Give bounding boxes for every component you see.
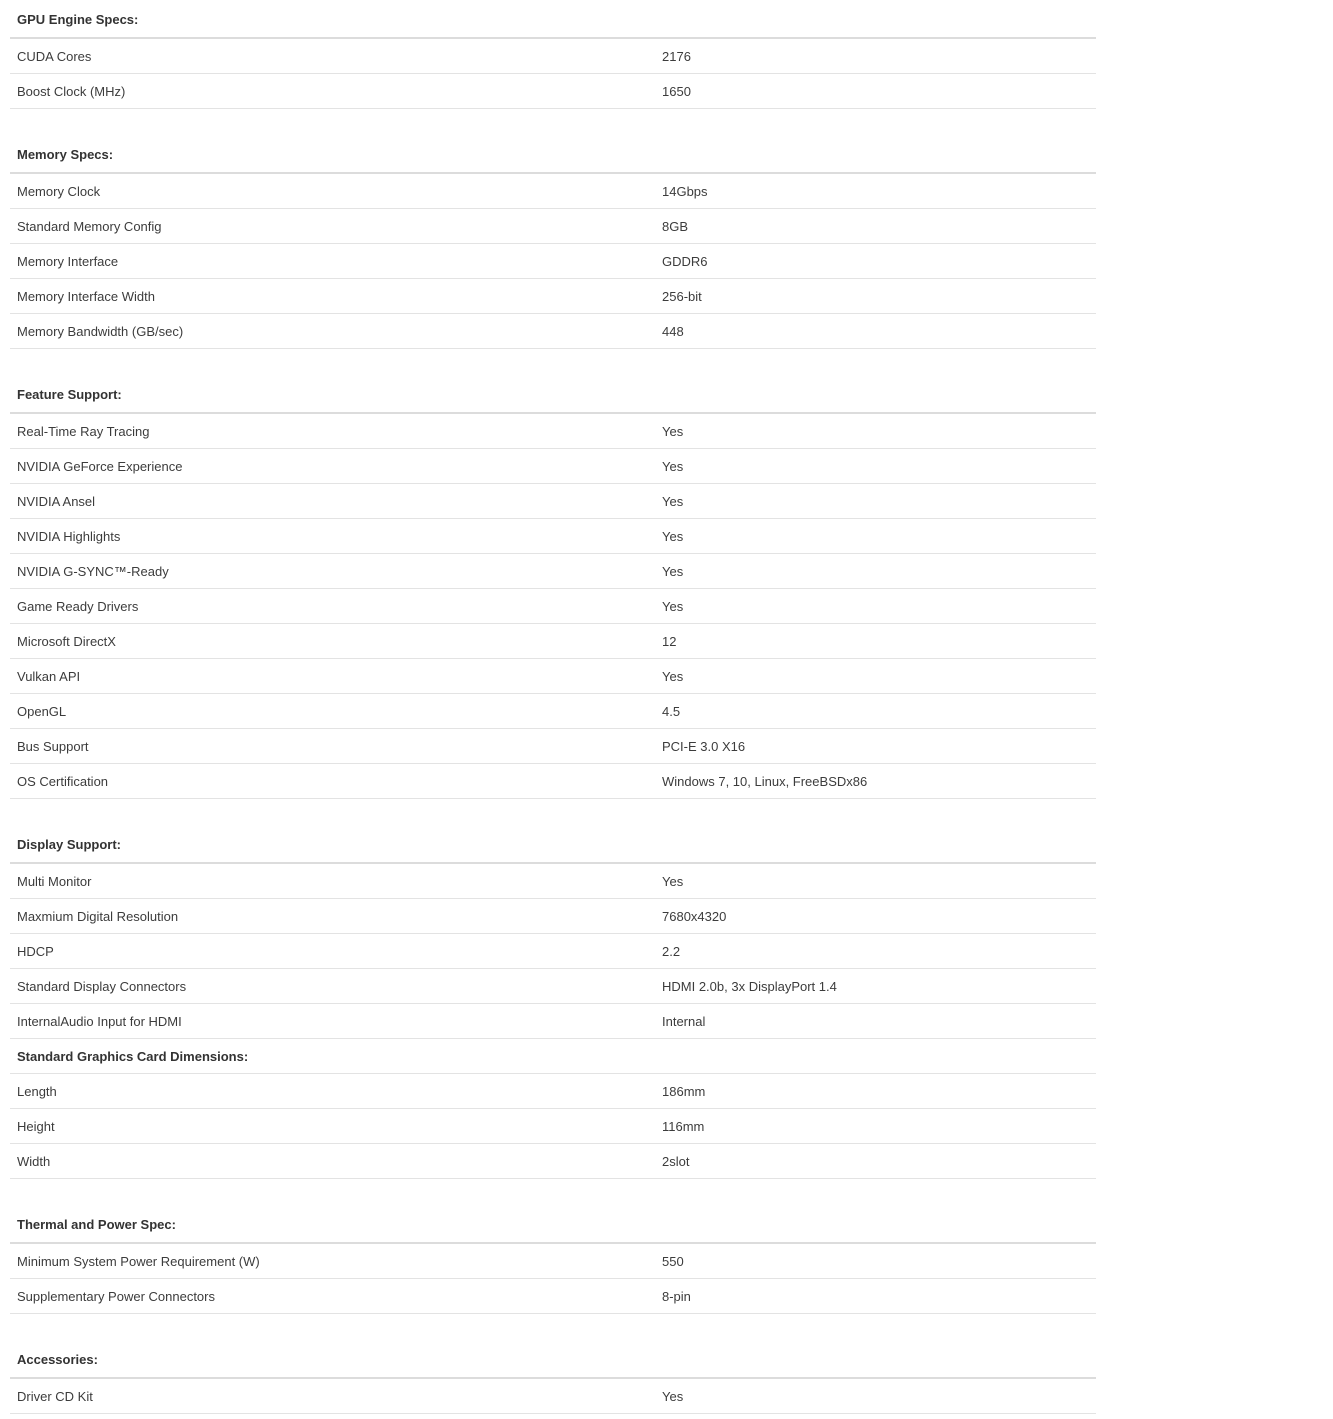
spec-section [10,1039,1096,1179]
spec-value: 550 [662,1254,684,1269]
spec-value: Yes [662,564,684,579]
spec-value: Yes [662,669,684,684]
spec-label: NVIDIA Ansel [17,494,96,509]
spec-row [10,1279,1096,1314]
spec-label: HDCP [17,944,54,959]
spec-label: NVIDIA G-SYNC™-Ready [17,564,169,579]
spec-value: 14Gbps [662,184,708,199]
spec-label: Width [17,1154,51,1169]
spec-row [10,729,1096,764]
spec-label: Minimum System Power Requirement (W) [17,1254,260,1269]
spec-row [10,764,1096,799]
spec-label: Real-Time Ray Tracing [17,424,150,439]
spec-label: Driver CD Kit [17,1389,93,1404]
spec-section [10,109,1096,349]
section-heading: Memory Specs: [10,135,1096,174]
spec-value: 2slot [662,1154,690,1169]
spec-label: Maxmium Digital Resolution [17,909,179,924]
spec-row [10,1074,1096,1109]
spec-value: Yes [662,1389,684,1404]
spec-value: 256-bit [662,289,702,304]
spec-value: 8-pin [662,1289,691,1304]
spec-section [10,1179,1096,1314]
spec-label: NVIDIA GeForce Experience [17,459,183,474]
spec-row [10,554,1096,589]
spec-row [10,969,1096,1004]
section-spacer [10,109,1096,135]
spec-value: 1650 [662,84,691,99]
spec-label: OS Certification [17,774,109,789]
spec-label: NVIDIA Highlights [17,529,121,544]
spec-row [10,934,1096,969]
spec-label: Standard Memory Config [17,219,162,234]
spec-label: Supplementary Power Connectors [17,1289,215,1304]
spec-row [10,414,1096,449]
spec-row [10,659,1096,694]
section-spacer [10,1179,1096,1205]
spec-value: 4.5 [662,704,681,719]
spec-row [10,74,1096,109]
spec-label: InternalAudio Input for HDMI [17,1014,182,1029]
spec-value: 12 [662,634,677,649]
spec-label: Game Ready Drivers [17,599,139,614]
spec-label: Multi Monitor [17,874,92,889]
spec-value: Yes [662,529,684,544]
spec-label: Memory Interface [17,254,119,269]
spec-label: Standard Display Connectors [17,979,187,994]
spec-label: OpenGL [17,704,67,719]
spec-label: Boost Clock (MHz) [17,84,126,99]
spec-row [10,279,1096,314]
spec-value: Internal [662,1014,706,1029]
spec-value: Yes [662,874,684,889]
spec-row [10,449,1096,484]
spec-row [10,174,1096,209]
spec-row [10,209,1096,244]
spec-label: Length [17,1084,57,1099]
spec-label: Memory Bandwidth (GB/sec) [17,324,184,339]
spec-label: Memory Clock [17,184,101,199]
spec-value: 8GB [662,219,689,234]
spec-row [10,864,1096,899]
spec-row [10,1004,1096,1039]
section-heading: GPU Engine Specs: [10,0,1096,39]
spec-label: Bus Support [17,739,89,754]
spec-row [10,314,1096,349]
spec-row [10,589,1096,624]
spec-value: 116mm [662,1119,705,1134]
section-heading: Standard Graphics Card Dimensions: [10,1039,1096,1074]
spec-section [10,1314,1096,1414]
spec-value: HDMI 2.0b, 3x DisplayPort 1.4 [662,979,837,994]
spec-table [10,0,1096,1414]
spec-value: 186mm [662,1084,706,1099]
section-spacer [10,1314,1096,1340]
spec-value: Yes [662,494,684,509]
spec-value: 448 [662,324,684,339]
spec-value: 2.2 [662,944,681,959]
spec-value: Yes [662,424,684,439]
section-heading: Accessories: [10,1340,1096,1379]
spec-row [10,1144,1096,1179]
spec-label: Microsoft DirectX [17,634,116,649]
spec-row [10,899,1096,934]
spec-row [10,244,1096,279]
spec-row [10,694,1096,729]
section-spacer [10,349,1096,375]
spec-value: Windows 7, 10, Linux, FreeBSDx86 [662,774,868,789]
spec-label: Vulkan API [17,669,81,684]
spec-section [10,349,1096,799]
section-heading: Display Support: [10,825,1096,864]
spec-value: 2176 [662,49,691,64]
section-spacer [10,799,1096,825]
spec-value: Yes [662,599,684,614]
spec-row [10,484,1096,519]
spec-value: PCI-E 3.0 X16 [662,739,746,754]
spec-label: CUDA Cores [17,49,92,64]
spec-value: GDDR6 [662,254,708,269]
spec-row [10,624,1096,659]
section-heading: Feature Support: [10,375,1096,414]
spec-label: Memory Interface Width [17,289,155,304]
spec-value: 7680x4320 [662,909,727,924]
spec-row [10,1244,1096,1279]
spec-value: Yes [662,459,684,474]
spec-row [10,1379,1096,1414]
spec-label: Height [17,1119,55,1134]
spec-section [10,799,1096,1039]
section-heading: Thermal and Power Spec: [10,1205,1096,1244]
spec-row [10,39,1096,74]
spec-row [10,519,1096,554]
spec-row [10,1109,1096,1144]
spec-section [10,0,1096,109]
